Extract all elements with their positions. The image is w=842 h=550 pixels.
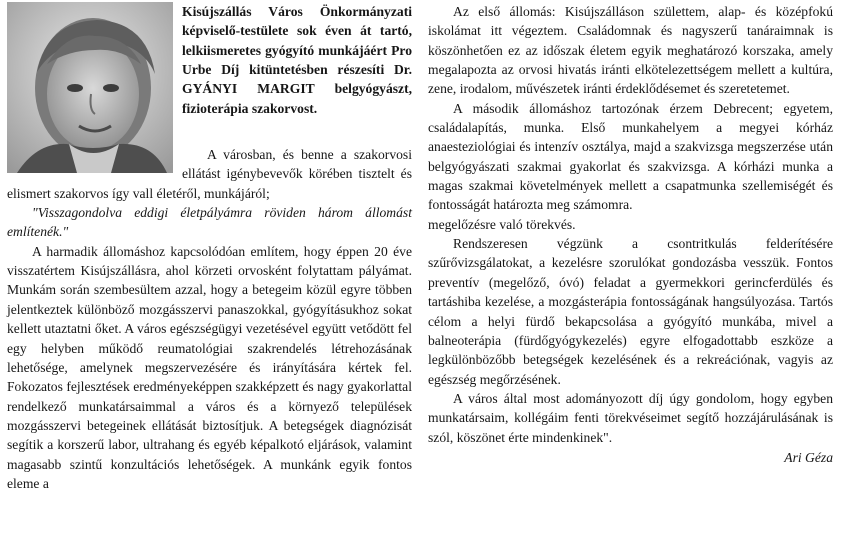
paragraph-closing: A város által most adományozott díj úgy gondolom, hogy egyben munkatársaim, kollégáim fenti törekvéseimet segítő hozzájárulásának is szól, köszönet érte mindenkinek". bbox=[428, 390, 833, 445]
article-quote: "Visszagondolva eddigi életpályámra röviden három állomást említenék." bbox=[7, 205, 412, 240]
author-signature: Ari Géza bbox=[784, 449, 833, 465]
paragraph-first-station: Az első állomás: Kisújszálláson születtem, alap- és középfokú iskolámat itt végeztem. Családomnak és nagyszerű tanáraimnak is köszönhetően ez az időszak életem egyik meghatározó korszaka, amely megalapozta az orvosi hivatás iránti elkötelezettségem mellett a kultúra, zene, irodalom, művészetek iránti érdeklődésemet és szeretetemet. bbox=[428, 4, 833, 97]
paragraph-second-tail: megelőzésre való törekvés. bbox=[428, 216, 576, 232]
left-column bbox=[7, 2, 412, 493]
portrait-photo bbox=[7, 2, 173, 173]
article-lead: Kisújszállás Város Önkormányzati képviselő-testülete sok éven át tartó, lelkiismeretes gyógyító munkájáért Pro Urbe Díj kitüntetésben részesíti Dr. GYÁNYI MARGIT belgyógyászt, fizioterápia szakorvost. bbox=[182, 4, 412, 116]
paragraph-third-station: A harmadik állomáshoz kapcsolódóan említem, hogy éppen 20 éve visszatértem Kisújszállásra, ahol körzeti orvosként folytattam pályámat. Munkám során szembesültem azzal, hogy a betegeim közül egyre többen jelentkeztek különböző mozgásszervi panaszokkal, gyógyításukhoz sokat kellett utaztatni őket. A város egészségügyi vezetésével együtt vetődött fel egy helyben működő reumatológiai szakrendelés létrehozásának lehetősége, amelynek megszervezésére és irányítására kértek fel. Fokozatos fejlesztések eredményeképpen szakképzett és nagy gyakorlattal rendelkező munkatársaimmal a város és a környező települések mozgásszervi betegeinek ellátását biztosítjuk. A betegségek diagnózisát segítik a korszerű labor, ultrahang és egyéb képalkotó eljárások, valamint magasabb szintű konzultációs lehetőségek. A munkánk egyik fontos eleme a bbox=[7, 243, 412, 491]
paragraph-second-station: A második állomáshoz tartozónak érzem Debrecent; egyetem, családalapítás, munka. Első munkahelyem a megyei kórház anaesteziológiai és intenzív osztálya, majd a szakvizsga megszerzése után belgyógyászati szakmai gyakorlat és szakvizsga. A kórházi munka a magas szakmai követelmények mellett a csapatmunka szellemiségét és fontosságát határozta meg számomra. bbox=[428, 100, 833, 213]
right-column bbox=[428, 2, 833, 467]
portrait-photo-icon bbox=[7, 2, 173, 173]
paragraph-prevention: Rendszeresen végzünk a csontritkulás felderítésére szűrővizsgálatokat, a kezelésre szorulókat gondozásba vesszük. Fontos preventív (megelőző, óvó) feladat a gyermekkori gerincferdülés és tartáshiba kezelése, a mozgásterápia fontosságának hangsúlyozása. Tartós célom a helyi fürdő bekapcsolása a gyógyító munkába, mivel a balneoterápia (fürdőgyógykezelés) egyre elfogadottabb eszköze a legkülönbözőbb betegségek kezelésének és a rekreációnak, vagyis az egészség megőrzésének. bbox=[428, 236, 833, 387]
article-intro: A városban, és benne a szakorvosi ellátást igénybevevők körében tisztelt és elismert szakorvos így vall életéről, munkájáról; bbox=[7, 147, 412, 201]
